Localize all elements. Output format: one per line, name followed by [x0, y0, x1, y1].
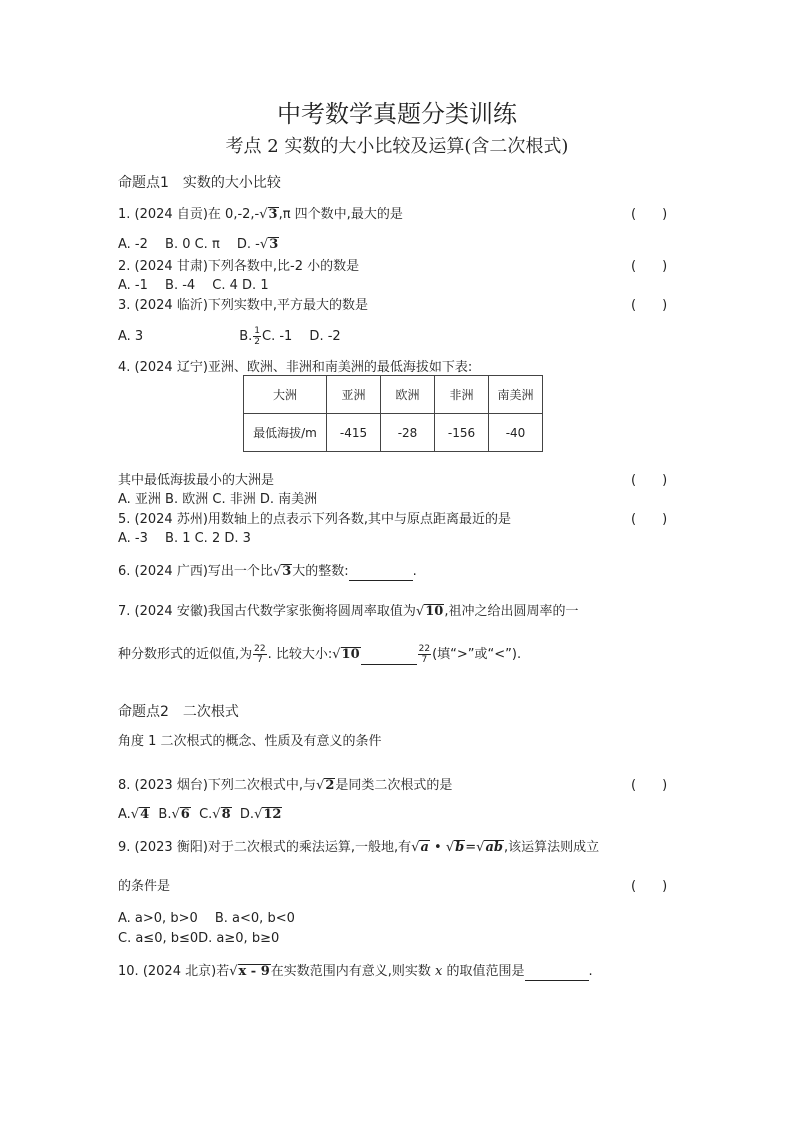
question-4: 4. (2024 辽宁)亚洲、欧洲、非洲和南美洲的最低海拔如下表: — [118, 360, 473, 375]
answer-bracket-1: ( ) — [631, 207, 668, 222]
fraction: $\frac{22}{7}$ — [254, 644, 266, 665]
options-9-b: C. a≤0, b≤0D. a≥0, b≥0 — [118, 931, 280, 946]
question-9: 9. (2023 衡阳)对于二次根式的乘法运算,一般地,有√a • √b=√ab,该运算法则成立 — [118, 840, 600, 855]
table-cell: 欧洲 — [381, 376, 435, 414]
question-7-line2: 种分数形式的近似值,为 $\frac{22}{7}$ . 比较大小:√10 $\frac{22}{7}$ (填“>”或“<”). — [118, 644, 522, 665]
table-cell: -415 — [327, 414, 381, 452]
table-cell: 亚洲 — [327, 376, 381, 414]
table-cell: 南美洲 — [489, 376, 543, 414]
answer-bracket-9: ( ) — [631, 879, 668, 894]
page-title: 中考数学真题分类训练 — [277, 100, 517, 128]
options-2: A. -1 B. -4 C. 4 D. 1 — [118, 278, 269, 293]
table-row — [244, 414, 543, 452]
table-cell: 非洲 — [435, 376, 489, 414]
options-3: A. 3 B. $\frac{1}{2}$ C. -1 D. -2 — [118, 326, 341, 347]
question-4-stem: 其中最低海拔最小的大洲是 — [118, 473, 275, 488]
answer-bracket-3: ( ) — [631, 298, 668, 313]
question-5: 5. (2024 苏州)用数轴上的点表示下列各数,其中与原点距离最近的是 — [118, 512, 512, 527]
section-heading-1: 命题点1 实数的大小比较 — [118, 175, 281, 191]
fraction: $\frac{22}{7}$ — [418, 644, 431, 665]
page-subtitle: 考点 2 实数的大小比较及运算(含二次根式) — [225, 136, 569, 157]
options-4: A. 亚洲 B. 欧洲 C. 非洲 D. 南美洲 — [118, 492, 318, 507]
question-6: 6. (2024 广西)写出一个比√3大的整数: . — [118, 564, 417, 579]
options-1: A. -2 B. 0 C. π D. -√3 — [118, 237, 279, 252]
question-9-line2: 的条件是 — [118, 879, 171, 894]
question-8: 8. (2023 烟台)下列二次根式中,与√2是同类二次根式的是 — [118, 778, 453, 793]
answer-bracket-8: ( ) — [631, 778, 668, 793]
table-cell: 大洲 — [244, 376, 327, 414]
answer-bracket-5: ( ) — [631, 512, 668, 527]
options-8: A.√4 B.√6 C.√8 D.√12 — [118, 807, 282, 822]
table-cell: -156 — [435, 414, 489, 452]
question-10: 10. (2024 北京)若√x - 9在实数范围内有意义,则实数 x 的取值范围是 . — [118, 964, 593, 979]
answer-bracket-4: ( ) — [631, 473, 668, 488]
angle-heading-1: 角度 1 二次根式的概念、性质及有意义的条件 — [118, 734, 382, 749]
options-9-a: A. a>0, b>0 B. a<0, b<0 — [118, 911, 295, 926]
question-1: 1. (2024 自贡)在 0,-2,-√3,π 四个数中,最大的是 — [118, 207, 403, 222]
answer-blank — [525, 966, 589, 981]
table-cell: -40 — [489, 414, 543, 452]
table-cell: 最低海拔/m — [244, 414, 327, 452]
table-cell: -28 — [381, 414, 435, 452]
answer-blank — [349, 566, 413, 581]
answer-blank — [361, 650, 417, 665]
answer-bracket-2: ( ) — [631, 259, 668, 274]
question-7: 7. (2024 安徽)我国古代数学家张衡将圆周率取值为√10,祖冲之给出圆周率的一 — [118, 604, 579, 619]
table-row — [244, 376, 543, 414]
altitude-table — [243, 375, 543, 452]
section-heading-2: 命题点2 二次根式 — [118, 704, 239, 720]
options-5: A. -3 B. 1 C. 2 D. 3 — [118, 531, 251, 546]
question-3: 3. (2024 临沂)下列实数中,平方最大的数是 — [118, 298, 369, 313]
question-2: 2. (2024 甘肃)下列各数中,比-2 小的数是 — [118, 259, 360, 274]
fraction: $\frac{1}{2}$ — [254, 326, 260, 347]
